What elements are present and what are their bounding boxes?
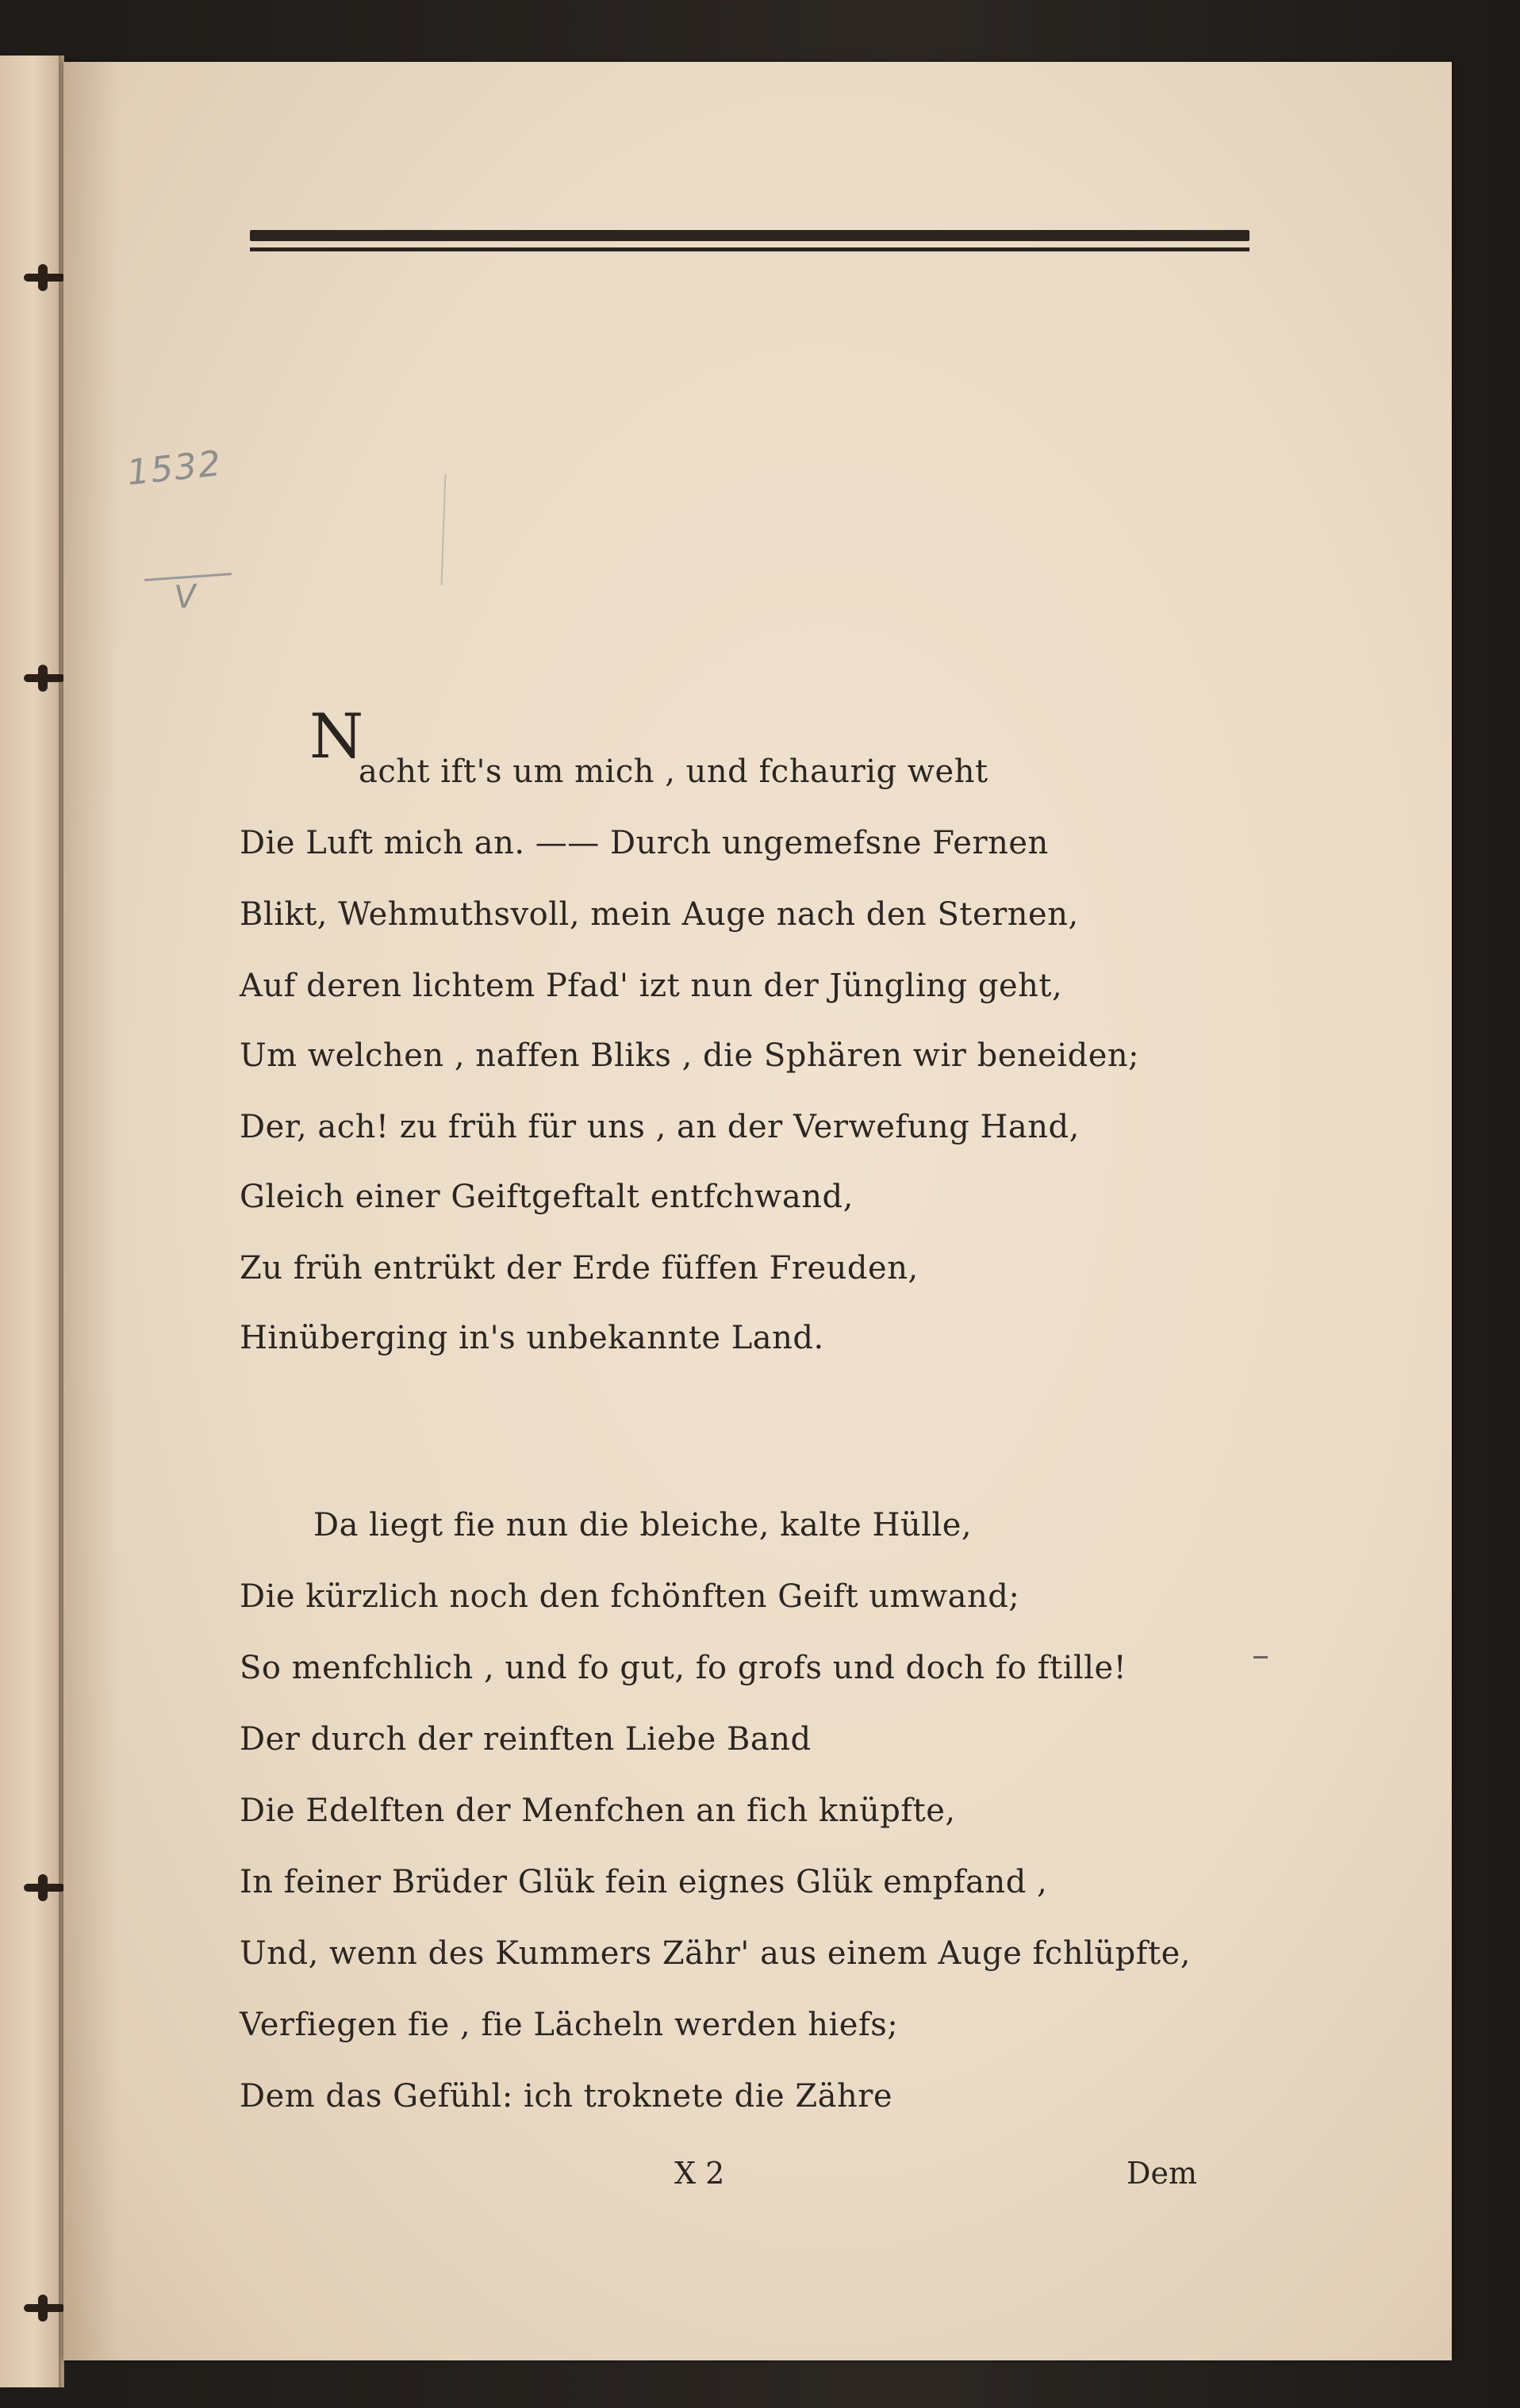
verse-line: Der durch der reinften Liebe Band: [240, 1721, 812, 1758]
verse-line: Zu früh entrükt der Erde füffen Freuden,: [240, 1250, 919, 1286]
verse-line: Da liegt fie nun die bleiche, kalte Hülle,: [313, 1507, 973, 1543]
pencil-stroke: [441, 474, 447, 585]
verse-line: Um welchen , naffen Bliks , die Sphären wir beneiden;: [240, 1037, 1140, 1074]
binding-stitch: [24, 1884, 65, 1892]
catchword: Dem: [1127, 2156, 1197, 2191]
verse-line: Verfiegen fie , fie Lächeln werden hiefs;: [240, 2007, 899, 2043]
verse-line: Gleich einer Geiftgeftalt entfchwand,: [240, 1179, 854, 1215]
header-rule: [250, 230, 1249, 251]
verse-line: Dem das Gefühl: ich troknete die Zähre: [240, 2078, 893, 2115]
pencil-shelfmark: [71, 222, 225, 616]
binding-stitch: [24, 2304, 65, 2312]
verse-line: Die Edelften der Menfchen an fich knüpfte,: [240, 1793, 956, 1829]
page-gutter-shade: [63, 62, 119, 2360]
verse-line: acht ift's um mich , und fchaurig weht: [359, 753, 988, 790]
facing-page-edge: [0, 56, 64, 2387]
shelfmark-sub: V: [173, 578, 198, 616]
verse-line: Die Luft mich an. —— Durch ungemefsne Fernen: [240, 825, 1049, 861]
margin-dash: [1253, 1656, 1268, 1658]
binding-stitch: [24, 674, 65, 682]
verse-line: Blikt, Wehmuthsvoll, mein Auge nach den Sternen,: [240, 896, 1079, 933]
verse-line: Die kürzlich noch den fchönften Geift umwand;: [240, 1578, 1020, 1615]
verse-line: Der, ach! zu früh für uns , an der Verwefung Hand,: [240, 1109, 1080, 1145]
verse-line: Auf deren lichtem Pfad' izt nun der Jüngling geht,: [240, 968, 1063, 1004]
verse-line: Und, wenn des Kummers Zähr' aus einem Auge fchlüpfte,: [240, 1935, 1191, 1972]
verse-line: Hinüberging in's unbekannte Land.: [240, 1320, 824, 1356]
binding-stitch: [24, 274, 65, 282]
signature-mark: X 2: [674, 2156, 725, 2191]
verse-line: In feiner Brüder Glük fein eignes Glük empfand ,: [240, 1864, 1048, 1900]
shelfmark-number: 1532: [125, 443, 225, 494]
drop-cap: N: [309, 701, 364, 773]
verse-line: So menfchlich , und fo gut, fo grofs und doch fo ftille!: [240, 1650, 1127, 1686]
